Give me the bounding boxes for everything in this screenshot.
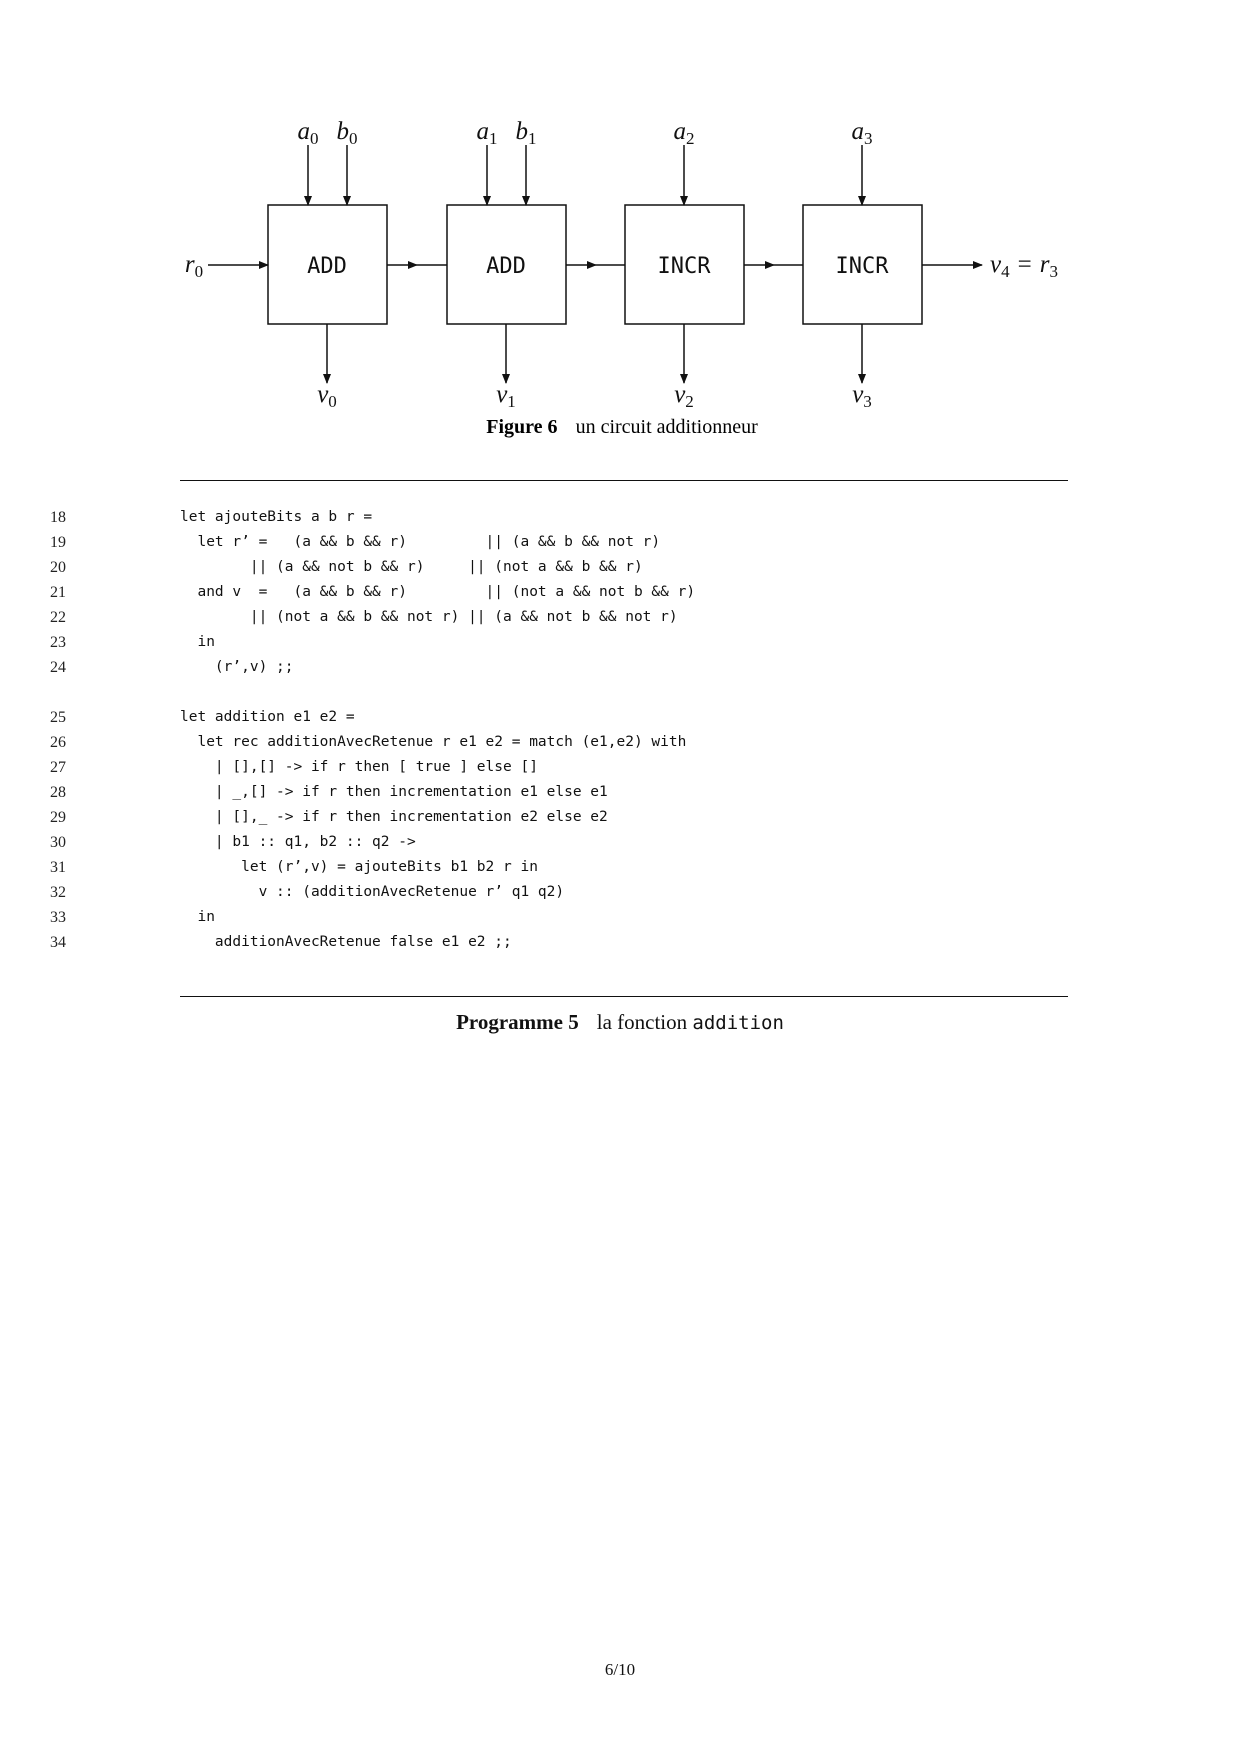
code-text: || (not a && b && not r) || (a && not b && not r) (180, 609, 678, 625)
input-label-a0: a0 (297, 118, 319, 148)
code-line (0, 880, 1240, 905)
code-line (0, 530, 1240, 555)
code-text: (r’,v) ;; (180, 659, 294, 675)
line-number: 27 (50, 759, 66, 776)
code-line (0, 705, 1240, 730)
page-number: 6/10 (604, 1660, 636, 1679)
add-box-1-label: ADD (307, 254, 347, 279)
carry-out-label: v4 = r3 (990, 251, 1058, 281)
program-caption-text: la fonction (596, 1010, 693, 1034)
code-text: additionAvecRetenue false e1 e2 ;; (180, 934, 512, 950)
line-number: 19 (50, 534, 66, 551)
code-line (0, 780, 1240, 805)
code-line (0, 730, 1240, 755)
code-line (0, 930, 1240, 955)
code-text: v :: (additionAvecRetenue r’ q1 q2) (180, 884, 565, 900)
code-line (0, 830, 1240, 855)
code-line (0, 905, 1240, 930)
code-line (0, 805, 1240, 830)
code-text: in (180, 634, 215, 650)
line-number: 18 (50, 509, 66, 526)
line-number: 23 (50, 634, 66, 651)
line-number: 21 (50, 584, 66, 601)
code-text: in (180, 909, 215, 925)
code-line (0, 505, 1240, 530)
line-number: 29 (50, 809, 66, 826)
code-text: and v = (a && b && r) || (not a && not b && r) (180, 584, 696, 600)
code-text: | b1 :: q1, b2 :: q2 -> (180, 834, 416, 850)
code-text: let r’ = (a && b && r) || (a && b && not r) (180, 534, 661, 550)
line-number: 34 (50, 934, 66, 951)
line-number: 33 (50, 909, 66, 926)
line-number: 25 (50, 709, 66, 726)
incr-box-2 (803, 205, 922, 324)
input-label-a1: a1 (476, 118, 498, 148)
add-box-1 (268, 205, 387, 324)
output-label-v1: v1 (496, 381, 516, 411)
add-box-2 (447, 205, 566, 324)
input-label-b0: b0 (336, 118, 358, 148)
input-label-a3: a3 (851, 118, 873, 148)
line-number: 20 (50, 559, 66, 576)
output-arrows (327, 324, 862, 383)
add-box-2-label: ADD (486, 254, 526, 279)
code-line (0, 855, 1240, 880)
line-number: 30 (50, 834, 66, 851)
program-caption-label: Programme 5 (456, 1010, 579, 1034)
code-line (0, 655, 1240, 680)
line-number: 28 (50, 784, 66, 801)
line-number: 22 (50, 609, 66, 626)
output-label-v0: v0 (317, 381, 337, 411)
line-number: 32 (50, 884, 66, 901)
code-line (0, 605, 1240, 630)
top-rule (180, 480, 1068, 481)
program-caption (0, 1010, 1240, 1035)
input-label-b1: b1 (515, 118, 537, 148)
code-line (0, 630, 1240, 655)
figure-caption (486, 416, 758, 438)
incr-box-1-label: INCR (657, 254, 711, 279)
code-line (0, 555, 1240, 580)
incr-box-1 (625, 205, 744, 324)
code-text: | [],[] -> if r then [ true ] else [] (180, 759, 538, 775)
incr-box-2-label: INCR (835, 254, 889, 279)
code-text: | [],_ -> if r then incrementation e2 else e2 (180, 809, 608, 825)
code-text: || (a && not b && r) || (not a && b && r) (180, 559, 643, 575)
figure-caption-text: un circuit additionneur (575, 416, 758, 438)
input-arrows (308, 145, 862, 205)
bottom-rule (180, 996, 1068, 997)
program-caption-code: addition (692, 1012, 784, 1034)
code-line (0, 580, 1240, 605)
figure-caption-label: Figure 6 (486, 416, 558, 438)
adder-circuit-diagram (0, 0, 1240, 460)
input-label-a2: a2 (673, 118, 695, 148)
code-text: let ajouteBits a b r = (180, 509, 373, 525)
code-line (0, 755, 1240, 780)
carry-in-label: r0 (184, 251, 204, 281)
code-text: let rec additionAvecRetenue r e1 e2 = match (e1,e2) with (180, 734, 687, 750)
output-label-v2: v2 (674, 381, 694, 411)
line-number: 31 (50, 859, 66, 876)
output-label-v3: v3 (852, 381, 872, 411)
line-number: 26 (50, 734, 66, 751)
line-number: 24 (50, 659, 66, 676)
code-text: let (r’,v) = ajouteBits b1 b2 r in (180, 859, 538, 875)
code-text: let addition e1 e2 = (180, 709, 355, 725)
code-text: | _,[] -> if r then incrementation e1 else e1 (180, 784, 608, 800)
